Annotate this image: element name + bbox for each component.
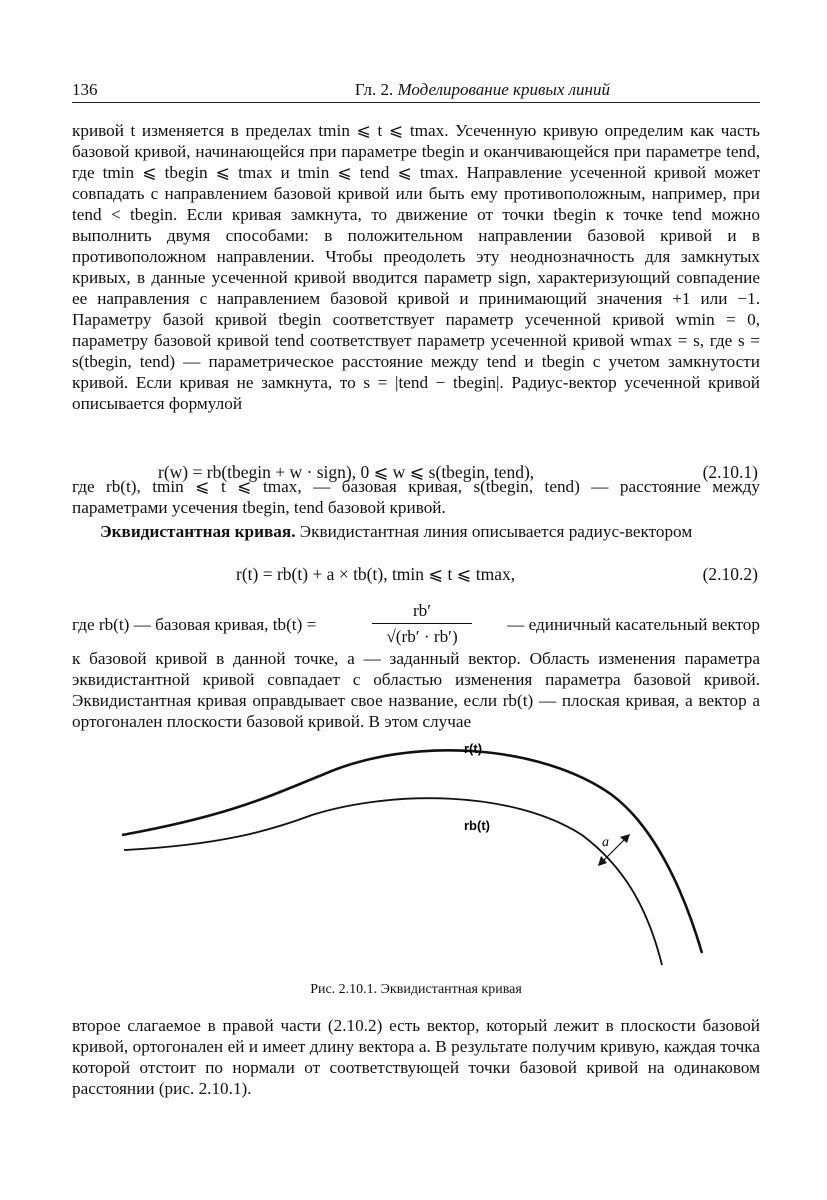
offset-arrow-head-inner xyxy=(598,856,607,866)
paragraph-4 xyxy=(72,1015,760,1099)
equidistant-curve-figure xyxy=(72,735,760,975)
running-header xyxy=(72,78,760,103)
equation-1-number: (2.10.1) xyxy=(702,462,758,482)
equation-1-formula: r(w) = rb(tbegin + w · sign), 0 ⩽ w ⩽ s(tbegin, tend), xyxy=(158,462,535,482)
outer-curve xyxy=(122,750,702,953)
fraction xyxy=(372,600,472,647)
paragraph-3-rest: к базовой кривой в данной точке, a — заданный вектор. Область изменения параметра эквидистантной кривой совпадает с областью изменения параметра базовой кривой. Эквидистантная кривая оправдывает свое название, если rb(t) — плоская кривая, а вектор a ортогонален плоскости базовой кривой. В этом случае xyxy=(72,649,760,731)
label-base-curve: rb(t) xyxy=(464,818,490,833)
section-intro: Эквидистантная линия описывается радиус-вектором xyxy=(299,522,693,541)
paragraph-1 xyxy=(72,120,760,414)
fraction-denominator: √(rb′ · rb′) xyxy=(386,627,458,646)
equation-2-formula: r(t) = rb(t) + a × tb(t), tmin ⩽ t ⩽ tmax, xyxy=(236,564,516,584)
running-title xyxy=(355,80,610,100)
equation-2-10-2 xyxy=(72,564,760,588)
paragraph-4-text: второе слагаемое в правой части (2.10.2) есть вектор, который лежит в плоскости базовой кривой, ортогонален ей и имеет длину вектора a. В результате получим кривую, каждая точка которой отстоит по нормали от соответствующей точки базовой кривой на одинаковом расстоянии (рис. 2.10.1). xyxy=(72,1016,760,1098)
paragraph-1-text: кривой t изменяется в пределах tmin ⩽ t ⩽ tmax. Усеченную кривую определим как часть базовой кривой, начинающейся при параметре tbegin и оканчивающейся при параметре tend, где tmin ⩽ tbegin ⩽ tmax и tmin ⩽ tend ⩽ tmax. Направление усеченной кривой может совпадать с направлением базовой кривой или быть ему противоположным, например, при tend < tbegin. Если кривая замкнута, то движение от точки tbegin к точке tend можно выполнить двумя способами: в положительном направлении базовой кривой и в противоположном направлении. Чтобы преодолеть эту неоднозначность для замкнутых кривых, в данные усеченной кривой вводится параметр sign, характеризующий совпадение ее направления с направлением базовой кривой и принимающий значения +1 или −1. Параметру базой кривой tbegin соответствует параметр усеченной кривой wmin = 0, параметру базовой кривой tend соответствует параметр усеченной кривой wmax = s, где s = s(tbegin, tend) — параметрическое расстояние между tend и tbegin с учетом замкнутости кривой. Если кривая не замкнута, то s = |tend − tbegin|. Радиус-вектор усеченной кривой описывается формулой xyxy=(72,121,760,413)
label-outer-curve: r(t) xyxy=(464,741,483,756)
base-curve xyxy=(124,798,662,965)
offset-arrow-head-outer xyxy=(620,834,630,843)
paragraph-2 xyxy=(72,476,760,518)
equation-2-number: (2.10.2) xyxy=(702,564,758,584)
paragraph-2-text: где rb(t), tmin ⩽ t ⩽ tmax, — базовая кривая, s(tbegin, tend) — расстояние между параметрами усечения tbegin, tend базовой кривой. xyxy=(72,477,760,517)
label-offset: a xyxy=(602,835,609,850)
running-title-prefix: Гл. 2. xyxy=(354,80,394,99)
paragraph-3 xyxy=(72,600,760,732)
paragraph-3-tail: — единичный касательный вектор xyxy=(507,615,760,634)
page-number: 136 xyxy=(72,80,98,99)
paragraph-3-lead: где rb(t) — базовая кривая, tb(t) = xyxy=(72,615,317,634)
figure-caption: Рис. 2.10.1. Эквидистантная кривая xyxy=(310,982,522,997)
section-equidistant xyxy=(72,521,760,542)
figure-2-10-1 xyxy=(72,735,760,975)
section-title: Эквидистантная кривая. xyxy=(100,522,296,541)
paragraph-3-first-line xyxy=(72,600,760,648)
running-title-text: Моделирование кривых линий xyxy=(397,80,610,99)
fraction-numerator: rb′ xyxy=(372,600,472,624)
